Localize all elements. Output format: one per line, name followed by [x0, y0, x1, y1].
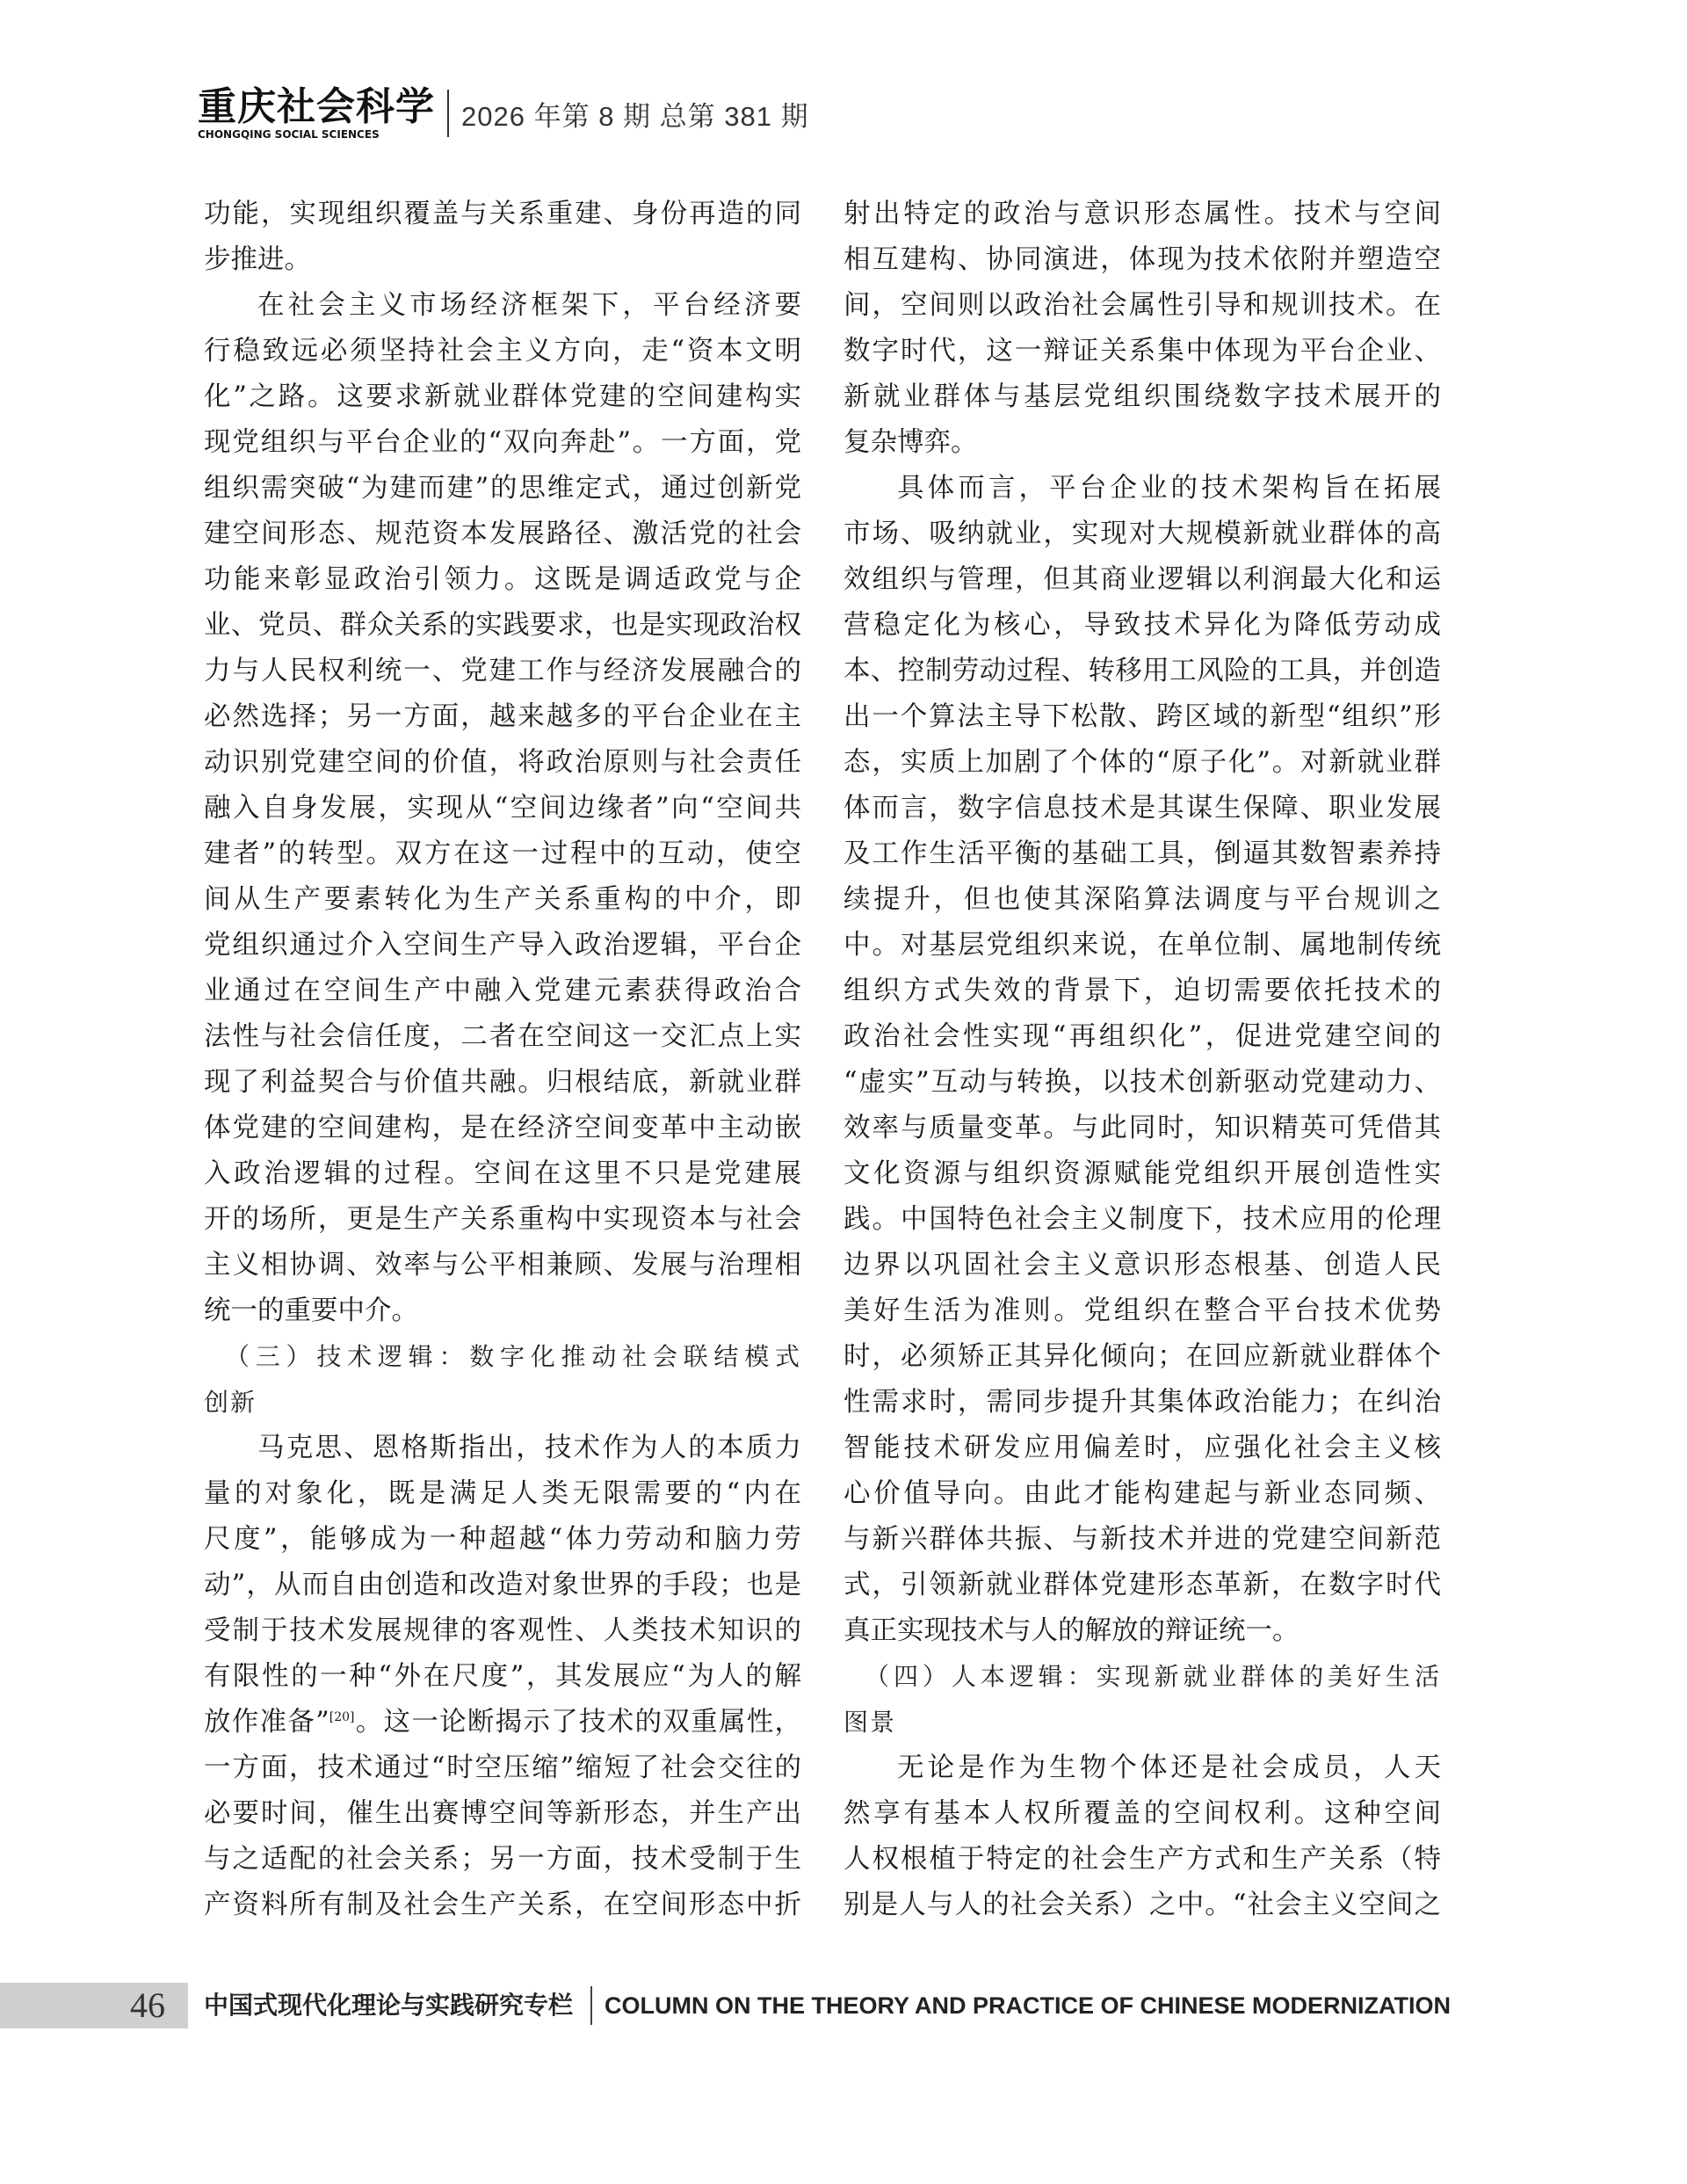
line-text: 数字时代，这一辩证关系集中体现为平台企业、: [844, 336, 1441, 366]
footer-divider: [590, 1986, 592, 2025]
line-text: 别是人与人的社会关系）之中。“社会主义空间之: [844, 1890, 1441, 1920]
line-text: 复杂博弈。: [844, 427, 978, 458]
body-text-line: [844, 329, 1441, 374]
line-text: 化”之路。这要求新就业群体党建的空间建构实: [204, 381, 801, 412]
line-text: 动”，从而自由创造和改造对象世界的手段；也是: [204, 1570, 801, 1600]
body-text-line: [204, 1014, 801, 1060]
body-text-line: [844, 1837, 1441, 1883]
line-text: 量的对象化，既是满足人类无限需要的“内在: [204, 1478, 801, 1509]
line-text: 有限性的一种“外在尺度”，其发展应“为人的解: [204, 1661, 801, 1692]
line-text: 开的场所，更是生产关系重构中实现资本与社会: [204, 1204, 801, 1235]
line-text: 建空间形态、规范资本发展路径、激活党的社会: [204, 519, 801, 549]
right-column: [844, 192, 1441, 1928]
line-text: 一方面，技术通过“时空压缩”缩短了社会交往的: [204, 1752, 801, 1783]
body-text-line: [844, 1471, 1441, 1517]
line-text: 功能，实现组织覆盖与关系重建、身份再造的同: [204, 199, 801, 229]
line-text: 效率与质量变革。与此同时，知识精英可凭借其: [844, 1113, 1441, 1143]
line-text: 组织方式失效的背景下，迫切需要依托技术的: [844, 976, 1441, 1006]
body-text-line: [204, 512, 801, 557]
line-text: 市场、吸纳就业，实现对大规模新就业群体的高: [844, 519, 1441, 549]
line-text: 边界以巩固社会主义意识形态根基、创造人民: [844, 1250, 1441, 1281]
column-title-cn: 中国式现代化理论与实践研究专栏: [204, 1991, 574, 2020]
body-text-line: [204, 557, 801, 603]
body-text-line: [204, 1106, 801, 1151]
line-text: 建者”的转型。双方在这一过程中的互动，使空: [204, 838, 801, 869]
body-text-line: [844, 512, 1441, 557]
body-text-line: [844, 374, 1441, 420]
line-text: 步推进。: [204, 244, 311, 275]
body-text-line: [844, 1151, 1441, 1197]
body-text-line: [204, 329, 801, 374]
body-text-line: [844, 557, 1441, 603]
body-text-line: [844, 1745, 1441, 1791]
body-text-line: [844, 1608, 1441, 1654]
line-text: （四）人本逻辑：实现新就业群体的美好生活: [865, 1662, 1441, 1691]
line-text: 放作准备”: [204, 1707, 329, 1738]
line-text: 党组织通过介入空间生产导入政治逻辑，平台企: [204, 930, 801, 961]
line-text: 受制于技术发展规律的客观性、人类技术知识的: [204, 1615, 801, 1646]
body-text-line: [204, 192, 801, 237]
body-text-line: [844, 466, 1441, 512]
body-text-line: [844, 603, 1441, 649]
body-text-line: [844, 420, 1441, 466]
line-text: 间从生产要素转化为生产关系重构的中介，即: [204, 884, 801, 915]
line-text: 主义相协调、效率与公平相兼顾、发展与治理相: [204, 1250, 801, 1281]
line-text: 图景: [844, 1708, 897, 1737]
body-text-line: [844, 694, 1441, 740]
line-text: 态，实质上加剧了个体的“原子化”。对新就业群: [844, 747, 1441, 778]
body-text-line: [204, 1288, 801, 1334]
citation-marker[interactable]: [20]: [329, 1709, 355, 1724]
line-text: 时，必须矫正其异化倾向；在回应新就业群体个: [844, 1341, 1441, 1372]
line-text: 动识别党建空间的价值，将政治原则与社会责任: [204, 747, 801, 778]
body-text-line: [844, 1563, 1441, 1608]
body-text-line: [844, 923, 1441, 969]
body-text-line: [204, 1791, 801, 1837]
line-text: 无论是作为生物个体还是社会成员，人天: [897, 1752, 1441, 1783]
body-text-line: [204, 1060, 801, 1106]
body-text-line: [204, 786, 801, 831]
body-text-line: [844, 1197, 1441, 1243]
line-text: 本、控制劳动过程、转移用工风险的工具，并创造: [844, 656, 1441, 686]
line-text: 出一个算法主导下松散、跨区域的新型“组织”形: [844, 701, 1441, 732]
column-title-en: COLUMN ON THE THEORY AND PRACTICE OF CHINESE MODERNIZATION: [605, 1992, 1452, 2019]
body-text-line: [204, 420, 801, 466]
line-text: 射出特定的政治与意识形态属性。技术与空间: [844, 199, 1441, 229]
body-text-line: [204, 603, 801, 649]
section-heading-line: [204, 1334, 801, 1380]
body-text-line: [204, 1654, 801, 1700]
body-text-line: [844, 786, 1441, 831]
line-text: 现了利益契合与价值共融。归根结底，新就业群: [204, 1067, 801, 1098]
body-text-line: [844, 1106, 1441, 1151]
line-text: 创新: [204, 1388, 257, 1417]
left-column: [204, 192, 801, 1928]
body-text-line: [204, 1745, 801, 1791]
line-text: 间，空间则以政治社会属性引导和规训技术。在: [844, 290, 1441, 321]
line-text: 性需求时，需同步提升其集体政治能力；在纠治: [844, 1387, 1441, 1418]
body-text-line: [844, 1243, 1441, 1288]
body-text-line: [204, 1517, 801, 1563]
line-text: 与之适配的社会关系；另一方面，技术受制于生: [204, 1844, 801, 1875]
line-text: 文化资源与组织资源赋能党组织开展创造性实: [844, 1158, 1441, 1189]
body-text-line: [204, 923, 801, 969]
line-text: 式，引领新就业群体党建形态革新，在数字时代: [844, 1570, 1441, 1600]
body-text-line: [204, 1151, 801, 1197]
body-text-line: [844, 1426, 1441, 1471]
line-text: 入政治逻辑的过程。空间在这里不只是党建展: [204, 1158, 801, 1189]
line-text: 必要时间，催生出赛博空间等新形态，并生产出: [204, 1798, 801, 1829]
line-text: 具体而言，平台企业的技术架构旨在拓展: [897, 473, 1441, 504]
line-text: 组织需突破“为建而建”的思维定式，通过创新党: [204, 473, 801, 504]
line-text: 体而言，数字信息技术是其谋生保障、职业发展: [844, 793, 1441, 824]
body-text-line: [204, 1471, 801, 1517]
body-text-line: [844, 192, 1441, 237]
line-text: 融入自身发展，实现从“空间边缘者”向“空间共: [204, 793, 801, 824]
line-text: 业通过在空间生产中融入党建元素获得政治合: [204, 976, 801, 1006]
body-text-line: [844, 1334, 1441, 1380]
line-text: 新就业群体与基层党组织围绕数字技术展开的: [844, 381, 1441, 412]
line-text: 尺度”，能够成为一种超越“体力劳动和脑力劳: [204, 1524, 801, 1555]
body-text-line: [204, 831, 801, 877]
body-text-line: [204, 1197, 801, 1243]
line-text: 必然选择；另一方面，越来越多的平台企业在主: [204, 701, 801, 732]
body-text-line: [844, 1517, 1441, 1563]
line-text: 政治社会性实现“再组织化”，促进党建空间的: [844, 1021, 1441, 1052]
line-text: 美好生活为准则。党组织在整合平台技术优势: [844, 1295, 1441, 1326]
line-text: 人权根植于特定的社会生产方式和生产关系（特: [844, 1844, 1441, 1875]
page-header: [198, 86, 809, 141]
body-text-line: [844, 237, 1441, 283]
body-text-line: [204, 1243, 801, 1288]
line-text-continued: 。这一论断揭示了技术的双重属性，: [354, 1707, 802, 1738]
body-text-line: [844, 1883, 1441, 1928]
body-text-line: [844, 1060, 1441, 1106]
line-text: 智能技术研发应用偏差时，应强化社会主义核: [844, 1433, 1441, 1463]
body-text-line: [844, 831, 1441, 877]
body-text-line: [204, 283, 801, 329]
body-text-line: [844, 283, 1441, 329]
body-text-line: [204, 466, 801, 512]
line-text: 践。中国特色社会主义制度下，技术应用的伦理: [844, 1204, 1441, 1235]
line-text: 法性与社会信任度，二者在空间这一交汇点上实: [204, 1021, 801, 1052]
line-text: 体党建的空间建构，是在经济空间变革中主动嵌: [204, 1113, 801, 1143]
journal-name-en: CHONGQING SOCIAL SCIENCES: [198, 128, 380, 141]
body-text-line: [844, 1014, 1441, 1060]
body-text-line: [204, 1837, 801, 1883]
journal-logo: [198, 86, 435, 141]
page-number: 46: [130, 1985, 165, 2025]
body-text-line: [204, 969, 801, 1014]
body-text-line: [204, 374, 801, 420]
body-text-line: [204, 237, 801, 283]
section-heading-line: [844, 1700, 1441, 1745]
body-text-line: [844, 740, 1441, 786]
line-text: 现党组织与平台企业的“双向奔赴”。一方面，党: [204, 427, 801, 458]
section-heading-line: [204, 1380, 801, 1426]
line-text: 中。对基层党组织来说，在单位制、属地制传统: [844, 930, 1441, 961]
line-text: 力与人民权利统一、党建工作与经济发展融合的: [204, 656, 801, 686]
body-text-line: [204, 1608, 801, 1654]
line-text: 及工作生活平衡的基础工具，倒逼其数智素养持: [844, 838, 1441, 869]
header-divider: [447, 90, 449, 137]
body-text-line: [204, 1563, 801, 1608]
body-text-line: [204, 877, 801, 923]
body-text-line: [204, 1700, 801, 1745]
line-text: 心价值导向。由此才能构建起与新业态同频、: [844, 1478, 1441, 1509]
line-text: 马克思、恩格斯指出，技术作为人的本质力: [257, 1433, 801, 1463]
line-text: 营稳定化为核心，导致技术异化为降低劳动成: [844, 610, 1441, 641]
line-text: 行稳致远必须坚持社会主义方向，走“资本文明: [204, 336, 801, 366]
body-text-line: [844, 1791, 1441, 1837]
body-text-line: [844, 969, 1441, 1014]
issue-info: 2026 年第 8 期 总第 381 期: [461, 100, 809, 132]
line-text: 续提升，但也使其深陷算法调度与平台规训之: [844, 884, 1441, 915]
line-text: 业、党员、群众关系的实践要求，也是实现政治权: [204, 610, 801, 641]
line-text: （三）技术逻辑：数字化推动社会联结模式: [225, 1342, 801, 1371]
section-heading-line: [844, 1654, 1441, 1700]
body-text-line: [844, 1380, 1441, 1426]
line-text: 相互建构、协同演进，体现为技术依附并塑造空: [844, 244, 1441, 275]
line-text: “虚实”互动与转换，以技术创新驱动党建动力、: [844, 1067, 1441, 1098]
line-text: 效组织与管理，但其商业逻辑以利润最大化和运: [844, 564, 1441, 595]
line-text: 产资料所有制及社会生产关系，在空间形态中折: [204, 1890, 801, 1920]
line-text: 在社会主义市场经济框架下，平台经济要: [257, 290, 801, 321]
body-text-line: [204, 1426, 801, 1471]
body-text-line: [204, 740, 801, 786]
body-text-line: [844, 877, 1441, 923]
body-text-line: [204, 1883, 801, 1928]
journal-name: 重庆社会科学: [198, 84, 435, 129]
line-text: 功能来彰显政治引领力。这既是调适政党与企: [204, 564, 801, 595]
body-text-line: [204, 649, 801, 694]
line-text: 真正实现技术与人的解放的辩证统一。: [844, 1615, 1300, 1646]
line-text: 然享有基本人权所覆盖的空间权利。这种空间: [844, 1798, 1441, 1829]
body-text-line: [204, 694, 801, 740]
line-text: 统一的重要中介。: [204, 1295, 418, 1326]
line-text: 与新兴群体共振、与新技术并进的党建空间新范: [844, 1524, 1441, 1555]
body-text-line: [844, 649, 1441, 694]
body-text-line: [844, 1288, 1441, 1334]
